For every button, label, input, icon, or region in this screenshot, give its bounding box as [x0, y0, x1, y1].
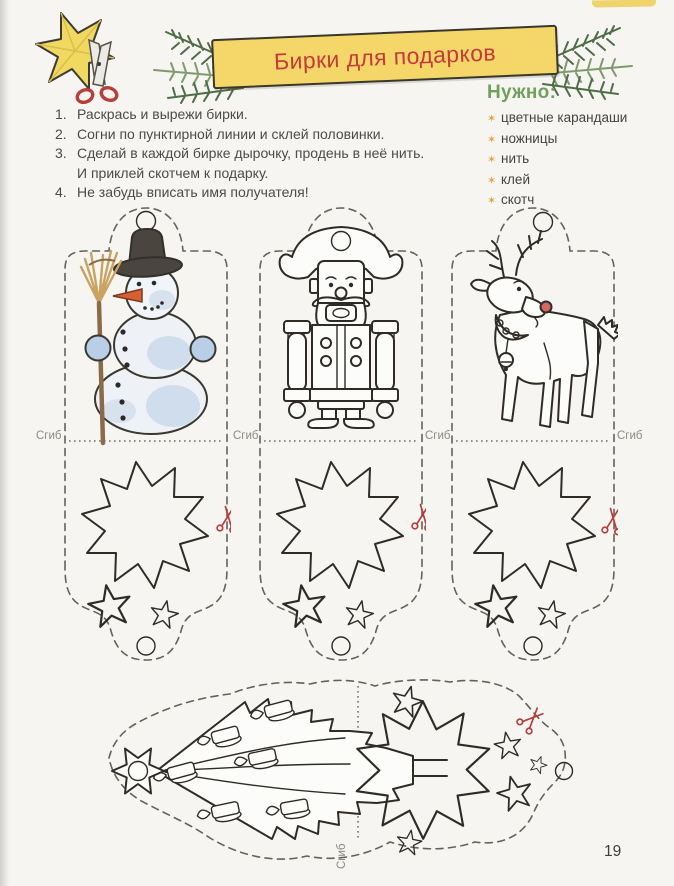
list-item: ✶ скотч — [487, 192, 535, 208]
small-star-cutout — [86, 582, 134, 628]
small-star-cutout — [148, 598, 180, 629]
punch-hole-circle — [137, 637, 155, 655]
instruction-item: 4. Не забудь вписать имя получателя! — [55, 184, 309, 200]
title-banner — [211, 25, 559, 89]
hand — [289, 402, 305, 418]
star-bullet-icon: ✶ — [487, 195, 497, 208]
punch-hole-circle — [137, 212, 156, 231]
star-bullet-icon: ✶ — [487, 133, 497, 146]
page-corner-sliver — [592, 0, 656, 8]
small-star-cutout — [281, 582, 329, 628]
materials-list — [487, 82, 672, 213]
star-bullet-icon: ✶ — [487, 174, 497, 187]
gift-tag-nutcracker — [256, 203, 426, 663]
list-item: ✶ клей — [487, 171, 530, 187]
tag-outline — [452, 208, 614, 660]
punch-hole-circle — [524, 637, 542, 655]
gift-tag-reindeer — [448, 203, 618, 663]
boot — [308, 419, 338, 428]
big-star-cutout — [469, 462, 595, 588]
punch-hole-circle — [534, 213, 553, 232]
mitten — [191, 337, 216, 362]
fold-label: Сгиб — [336, 843, 348, 869]
star-bullet-icon: ✶ — [487, 154, 497, 167]
fold-label: Сгиб — [617, 430, 643, 442]
page-title: Бирки для подарков — [273, 38, 497, 75]
small-star-cutout — [527, 754, 549, 775]
fold-label: Сгиб — [425, 430, 451, 442]
materials-heading: Нужно: — [487, 82, 557, 103]
boot — [344, 419, 374, 428]
instruction-item: 2. Согни по пунктирной линии и склей половинки. — [55, 125, 385, 142]
punch-hole-circle — [332, 637, 350, 655]
small-star-cutout — [535, 598, 567, 629]
red-nose — [541, 302, 552, 313]
big-star-cutout — [277, 462, 403, 588]
small-star-cutout — [494, 772, 535, 812]
small-star-cutout — [492, 730, 523, 760]
scan-edge-shadow — [0, 0, 9, 886]
star-and-scissors-decoration — [15, 6, 143, 104]
small-star-cutout — [473, 582, 521, 628]
trunk — [413, 760, 447, 776]
nutcracker-illustration — [280, 227, 403, 428]
gift-tag-tree-star — [95, 672, 595, 877]
mouth — [326, 305, 356, 321]
page-number: 19 — [604, 843, 622, 860]
jacket — [312, 325, 370, 389]
bell-icon — [499, 353, 513, 367]
tail — [598, 317, 618, 339]
big-star-cutout — [82, 462, 208, 588]
snowman-illustration — [81, 229, 216, 443]
list-item: ✶ ножницы — [487, 130, 558, 146]
mitten — [86, 336, 111, 361]
antlers — [487, 231, 542, 277]
hand — [377, 402, 393, 418]
small-star-cutout — [389, 683, 426, 719]
small-star-cutout — [343, 598, 375, 629]
belt — [310, 389, 372, 401]
instruction-item: 3. Сделай в каждой бирке дырочку, продень в неё нить. И приклей скотчем к подарку. — [55, 145, 425, 181]
tree-topper-star — [112, 749, 164, 794]
scissors-cut-icon — [217, 506, 231, 533]
list-item: ✶ нить — [487, 151, 530, 167]
scissors-cut-icon — [602, 508, 618, 535]
scissors-cut-icon — [412, 504, 426, 531]
instructions-list — [55, 105, 475, 203]
fold-label: Сгиб — [36, 430, 62, 442]
list-item: ✶ цветные карандаши — [487, 110, 628, 125]
reindeer-illustration — [471, 231, 618, 427]
candle-icon — [196, 801, 242, 827]
star-bullet-icon: ✶ — [487, 113, 497, 125]
instruction-item: 1. Раскрась и вырежи бирки. — [55, 106, 248, 122]
gift-tag-snowman — [61, 203, 231, 663]
fold-label: Сгиб — [233, 430, 259, 442]
